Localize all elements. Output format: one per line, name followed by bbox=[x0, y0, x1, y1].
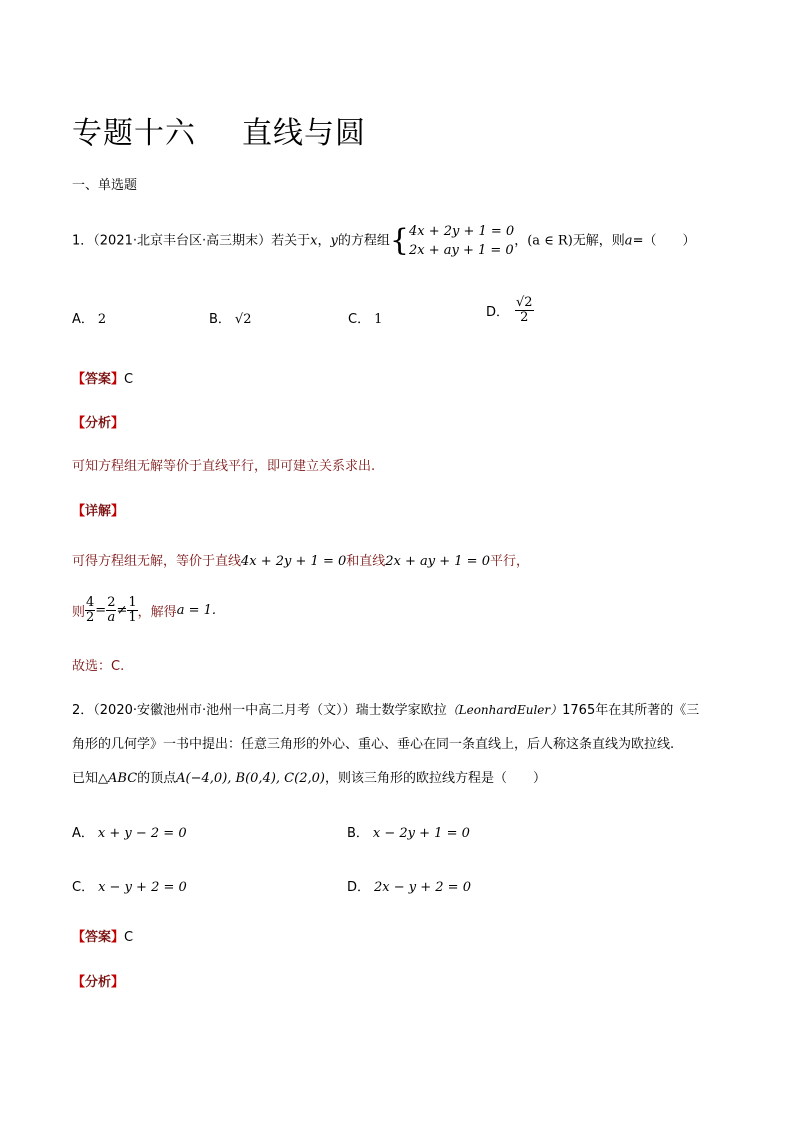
q1-detail-line-2: 则 $\frac{4}{2}$ = $\frac{2}{a}$ ≠ $\frac{1}{1}$ ，解得a = 1. bbox=[72, 595, 216, 625]
q2-answer: 【答案】C bbox=[72, 930, 134, 945]
section-heading: 一、单选题 bbox=[72, 178, 138, 193]
q2-option-c: C． x − y + 2 = 0 bbox=[72, 880, 187, 895]
q1-option-a: A． 2 bbox=[72, 312, 107, 327]
q1-option-c: C． 1 bbox=[348, 312, 383, 327]
q1-choose: 故选：C. bbox=[72, 659, 125, 674]
question-2-line-1: 2．（2020·安徽池州市·池州一中高二月考（文））瑞士数学家欧拉（LeonhardEuler）1765年在其所著的《三 bbox=[72, 703, 700, 718]
q1-option-d-fraction: $\frac{√2}{2}$ bbox=[516, 295, 533, 325]
equation-system: 4x + 2y + 1 = 0 2x + ay + 1 = 0 bbox=[408, 224, 515, 258]
q1-option-d: D． $\frac{√2}{2}$ bbox=[486, 295, 533, 325]
question-2-line-2: 角形的几何学》一书中提出：任意三角形的外心、重心、垂心在同一条直线上，后人称这条直线为欧拉线. bbox=[72, 737, 675, 752]
q1-analysis-text: 可知方程组无解等价于直线平行，即可建立关系求出. bbox=[72, 459, 376, 474]
q2-option-b: B． x − 2y + 1 = 0 bbox=[347, 826, 470, 841]
q1-detail-line-1: 可得方程组无解，等价于直线4x + 2y + 1 = 0和直线2x + ay + 1 = 0平行， bbox=[72, 554, 529, 569]
question-1-stem: 1．（2021·北京丰台区·高三期末）若关于x，y的方程组{ 4x + 2y + 1 = 0 2x + ay + 1 = 0 ，(a ∈ R)无解，则a=（ ） bbox=[72, 223, 696, 258]
title-topic: 专题十六 bbox=[72, 116, 196, 151]
title-subject: 直线与圆 bbox=[242, 116, 366, 151]
q1-detail-tag: 【详解】 bbox=[72, 504, 125, 519]
q2-option-d: D． 2x − y + 2 = 0 bbox=[347, 880, 471, 895]
page-title bbox=[72, 108, 366, 152]
q2-analysis-tag: 【分析】 bbox=[72, 975, 125, 990]
q1-option-b: B． √2 bbox=[209, 312, 252, 327]
q2-option-a: A． x + y − 2 = 0 bbox=[72, 826, 187, 841]
q1-analysis-tag: 【分析】 bbox=[72, 416, 125, 431]
question-2-line-3: 已知△ABC的顶点A(−4,0), B(0,4), C(2,0)，则该三角形的欧拉线方程是（ ） bbox=[72, 771, 546, 786]
q1-answer: 【答案】C bbox=[72, 372, 134, 387]
equation-system-brace: { bbox=[389, 223, 409, 258]
